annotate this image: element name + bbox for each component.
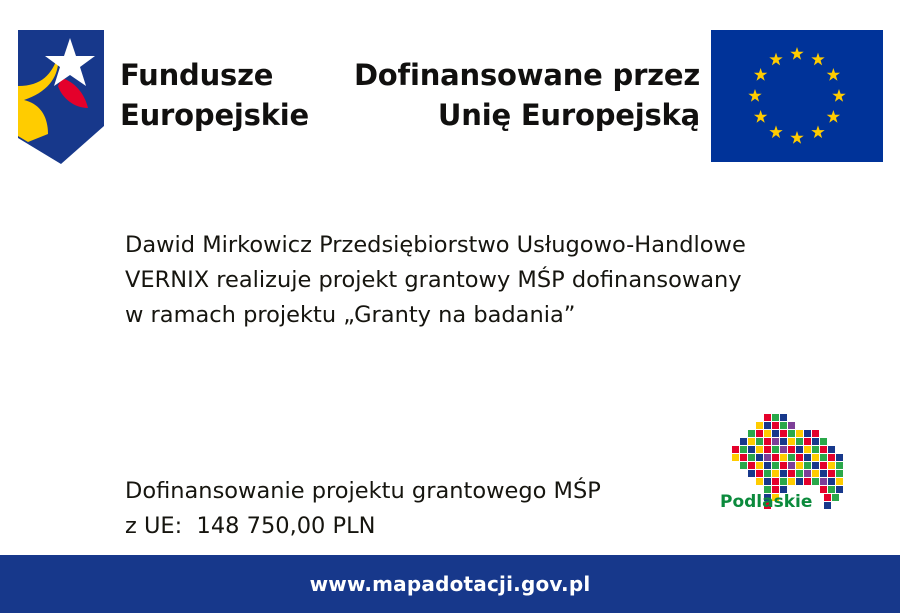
funding-amount-block [125,474,725,544]
eu-line-2: Unię Europejską [437,98,700,133]
fe-line-1: Fundusze [120,58,274,92]
logo-bar [0,0,900,175]
podlaskie-logo [720,412,880,530]
podlaskie-label: Podlaskie [720,492,813,512]
fe-line-2: Europejskie [120,98,310,133]
fundusze-europejskie-logo [18,30,104,164]
footer-bar [0,555,900,613]
funding-line-2: z UE: 148 750,00 PLN [125,512,376,539]
fundusze-europejskie-text [120,55,309,135]
funding-line-1: Dofinansowanie projektu grantowego MŚP [125,478,601,504]
project-description: Dawid Mirkowicz Przedsiębiorstwo Usługowo-Handlowe VERNIX realizuje projekt grantowy MŚP dofinansowany w ramach projektu „Granty na badania” [125,232,746,328]
eu-flag-icon [711,30,883,162]
eu-line-1: Dofinansowane przez [353,58,700,92]
footer-url[interactable]: www.mapadotacji.gov.pl [309,572,591,596]
eu-funding-text [330,55,700,135]
